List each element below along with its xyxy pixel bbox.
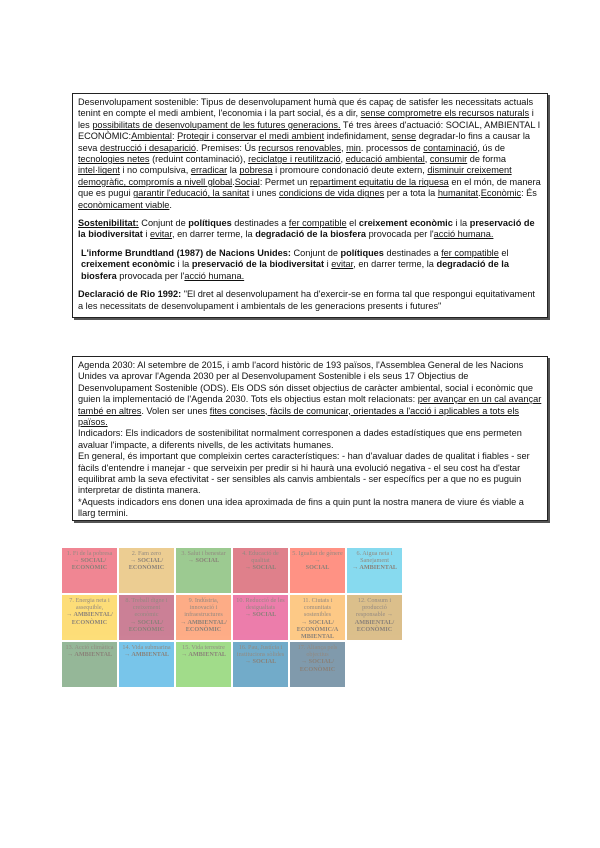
- text-run: reciclatge i reutilització: [248, 154, 341, 165]
- sdg-tile-5: [290, 548, 345, 593]
- text-run: i: [142, 229, 150, 240]
- sdg-tile-label: 15. Vida terrestre: [182, 644, 225, 651]
- sdg-tile-6: [347, 548, 402, 593]
- text-run: destrucció i desaparició: [99, 142, 196, 153]
- text-run: Desenvolupament sostenible: Tipus de desenvolupament humà que és capaç de satisfer les necessitats actuals tenint en compte el medi ambient, l'economia i la part social, és a dir,: [78, 97, 534, 119]
- agenda-2030-box: [72, 356, 548, 521]
- text-run: consumir: [429, 154, 468, 165]
- text-run: i la: [452, 218, 470, 229]
- text-run: provocada per l': [116, 270, 185, 281]
- text-run: acció humana.: [433, 229, 494, 240]
- sdg-tile-label: 4. Educació de qualitat: [242, 550, 279, 565]
- text-run: Declaració de Rio 1992:: [78, 289, 182, 300]
- text-run: i unes: [249, 188, 279, 199]
- text-run: sense comprometre els recursos naturals: [360, 108, 530, 119]
- sdg-tile-label: 14. Vida submarina: [122, 644, 171, 651]
- text-run: Conjunt de: [138, 218, 189, 229]
- sdg-tile-category: → AMBIENTAL: [123, 651, 170, 659]
- text-run: disminuir creixement demogràfic, compromís a nivell global: [78, 165, 512, 187]
- sdg-tile-13: [62, 642, 117, 687]
- text-run: sense: [391, 131, 417, 142]
- text-run: . Volen ser unes: [141, 405, 210, 416]
- agenda-2030-paragraph: [78, 360, 542, 428]
- text-run: evitar: [150, 229, 172, 240]
- sdg-tile-15: [176, 642, 231, 687]
- text-run: possibilitats de desenvolupament de les futures generacions.: [92, 119, 341, 130]
- text-run: recursos renovables: [258, 142, 341, 153]
- text-run: acció humana.: [184, 270, 245, 281]
- text-run: : Permet un: [259, 176, 310, 187]
- sdg-tile-category: → SOCIAL/ ECONÒMIC: [299, 658, 336, 673]
- text-run: creixement econòmic: [358, 218, 453, 229]
- text-run: condicions de vida dignes: [278, 188, 385, 199]
- text-run: repartiment equitatiu de la riquesa: [309, 176, 449, 187]
- text-run: Protegir i conservar el medi ambient: [177, 131, 325, 142]
- sdg-tile-category: → SOCIAL: [244, 658, 277, 666]
- sdg-tile-category: → SOCIAL/ ECONÒMIC: [128, 618, 165, 633]
- sdg-tile-label: 17. Aliança pels objectius: [297, 644, 338, 659]
- sdg-tile-category: → SOCIAL: [244, 564, 277, 572]
- text-run: per a tota la: [384, 188, 438, 199]
- text-run: destinades a: [231, 218, 289, 229]
- sdg-tile-category: → AMBIENTAL/ ECONÒMIC: [66, 611, 113, 626]
- sdg-tile-10: [233, 595, 288, 640]
- brundtland-paragraph: [78, 248, 542, 282]
- text-run: destinades a: [383, 247, 442, 258]
- text-run: garantir l'educació, la sanitat: [133, 188, 250, 199]
- rio-declaration-paragraph: [78, 289, 542, 312]
- sdg-tile-9: [176, 595, 231, 640]
- text-run: Agenda 2030: Al setembre de 2015, i amb l'acord històric de 193 països, l'Assemblea General de les Nacions Unides va aprovar l'Agenda 2030 per al Desenvolupament Sostenible i els seus 17 Objectius de Desenvolupament Sostenible (ODS). Els ODS són disset objectius de caràcter ambiental, social i econòmic que guien la implementació de l'Agenda 2030. Tots els objectius estan molt relacionats:: [78, 360, 534, 405]
- indicators-paragraph: [78, 428, 542, 451]
- text-run: la: [227, 165, 240, 176]
- sdg-tile-12: [347, 595, 402, 640]
- text-run: min: [346, 142, 361, 153]
- sdg-tile-3: [176, 548, 231, 593]
- text-run: : És: [521, 188, 537, 199]
- text-run: econòmicament viable: [78, 199, 170, 210]
- sdg-tile-label: 1. Fi de la pobresa: [66, 550, 113, 557]
- text-run: en el món, de manera que es pugui: [78, 176, 541, 199]
- sdg-tile-category: SOCIAL: [305, 564, 330, 572]
- text-run: preservació de la biodiversitat: [78, 218, 535, 240]
- sdg-tile-label: 12. Consum i producció responsable →: [356, 597, 393, 619]
- text-run: i les: [78, 108, 534, 130]
- text-run: degradar-lo fins a causar la seva: [78, 131, 530, 153]
- sdg-tile-2: [119, 548, 174, 593]
- text-run: *Aquests indicadors ens donen una idea aproximada de fins a quin punt la nostra manera de viure és viable a llarg termini.: [78, 496, 524, 519]
- text-run: fites concises, fàcils de comunicar, orientades a l'acció i aplicables a tots els països.: [78, 405, 519, 428]
- text-run: :: [171, 131, 178, 142]
- sdg-tile-label: 8. Treball digne i creixement econòmic: [125, 597, 168, 619]
- text-run: Social: [234, 176, 260, 187]
- text-run: fer compatible: [441, 247, 499, 258]
- sustainable-development-box: [72, 93, 548, 318]
- text-run: polítiques: [188, 218, 232, 229]
- text-run: el: [498, 247, 509, 258]
- text-run: Econòmic: [480, 188, 522, 199]
- text-run: fer compatible: [288, 218, 347, 229]
- sdg-tile-label: 5. Igualtat de gènere →: [292, 550, 343, 565]
- sdg-tile-label: 6. Aigua neta i Sanejament: [356, 550, 393, 565]
- text-run: tecnologies netes: [78, 154, 150, 165]
- sustainability-paragraph: [78, 218, 542, 241]
- text-run: i: [324, 259, 332, 270]
- text-run: ,: [340, 154, 346, 165]
- sdg-tile-4: [233, 548, 288, 593]
- text-run: el: [346, 218, 359, 229]
- sdg-tile-16: [233, 642, 288, 687]
- sdg-tile-label: 11. Ciutats i comunitats sostenibles: [302, 597, 333, 619]
- text-run: "El dret al desenvolupament ha d'exercir-se en forma tal que respongui equitativament a les necessitats de desenvolupament i ambientals de les generacions presents i futures": [78, 289, 535, 311]
- text-run: de forma: [467, 154, 506, 165]
- text-run: .: [478, 188, 481, 199]
- sdg-tile-8: [119, 595, 174, 640]
- sdg-tile-14: [119, 642, 174, 687]
- text-run: indefinidament,: [324, 131, 392, 142]
- text-run: i promoure condonació deute extern,: [272, 165, 428, 176]
- text-run: , en darrer terme, la: [171, 229, 256, 240]
- text-run: .: [232, 176, 235, 187]
- sdg-tile-category: → AMBIENTAL: [351, 564, 398, 572]
- text-run: pobresa: [239, 165, 273, 176]
- text-run: .: [169, 199, 172, 210]
- sdg-tile-category: → AMBIENTAL/ ECONÒMIC: [180, 618, 227, 633]
- sdg-tile-label: 2. Fam zero: [131, 550, 162, 557]
- text-run: erradicar: [190, 165, 228, 176]
- text-run: ,: [341, 142, 347, 153]
- sdg-tile-17: [290, 642, 345, 687]
- text-run: En general, és important que compleixin certes característiques: - han d'avaluar dades de qualitat i fiables - ser fàcils d'entendre i manejar - que serveixin per predir si hi haurà una evolució negativa - el seu cost ha d'estar equilibrat amb la seva efectivitat - ser sensibles als canvis ambientals - ser específics per a que no es puguin interpretar de distinta manera.: [78, 451, 530, 496]
- sdg-tile-category: → SOCIAL: [187, 557, 220, 565]
- sdg-tile-category: → SOCIAL/ ECONÒMIC: [128, 557, 165, 572]
- sdg-tiles-grid: [62, 548, 406, 687]
- text-run: evitar: [331, 259, 354, 270]
- sdg-tile-category: → SOCIAL/ ECONÒMIC: [71, 557, 108, 572]
- text-run: . Premises: Ús: [195, 142, 259, 153]
- text-run: ,: [424, 154, 430, 165]
- sdg-tile-label: 3. Salut i benestar: [181, 550, 226, 557]
- sdg-tile-category: → AMBIENTAL: [180, 651, 227, 659]
- text-run: humanitat: [437, 188, 479, 199]
- text-run: Té tres àrees d'actuació: SOCIAL, AMBIENTAL I ECONÒMIC:: [78, 119, 541, 142]
- sdg-tile-label: 16. Pau, Justícia i institucions sòlides: [236, 644, 285, 659]
- text-run: provocada per l': [366, 229, 434, 240]
- sdg-tile-1: [62, 548, 117, 593]
- sdg-tile-category: → SOCIAL: [244, 611, 277, 619]
- sdg-tile-7: [62, 595, 117, 640]
- sdg-tile-label: 9. Indústria, innovació i infraestructures: [184, 597, 223, 619]
- text-run: degradació de la biosfera: [255, 229, 367, 240]
- text-run: contaminació: [423, 142, 478, 153]
- definition-paragraph: [78, 97, 542, 211]
- text-run: preservació de la biodiversitat: [191, 259, 325, 270]
- sdg-tile-category: → SOCIAL/ ECONÒMIC/A MBIENTAL: [296, 618, 339, 641]
- text-run: i la: [174, 259, 192, 270]
- text-run: Conjunt de: [290, 247, 341, 258]
- text-run: , en darrer terme, la: [353, 259, 437, 270]
- text-run: L'informe Brundtland (1987) de Nacions Unides:: [81, 247, 291, 258]
- text-run: Sostenibilitat:: [78, 218, 139, 229]
- sdg-tile-category: AMBIENTAL/ ECONÒMIC: [354, 618, 395, 633]
- sdg-tile-label: 10. Reducció de les desigualtats: [236, 597, 285, 612]
- text-run: educació ambiental: [345, 154, 425, 165]
- sdg-tile-category: → AMBIENTAL: [66, 651, 113, 659]
- characteristics-paragraph: [78, 451, 542, 497]
- indicators-note-paragraph: [78, 497, 542, 520]
- text-run: creixement econòmic: [81, 259, 175, 270]
- text-run: Ambiental: [131, 131, 172, 142]
- text-run: (reduint contaminació),: [149, 154, 249, 165]
- text-run: , ús de: [477, 142, 505, 153]
- text-run: Indicadors: Els indicadors de sostenibilitat normalment corresponen a dades estadístiques que ens permeten avaluar l'impacte, a diferents nivells, de les activitats humanes.: [78, 428, 522, 450]
- text-run: intel·ligent: [78, 165, 120, 176]
- text-run: i no compulsiva,: [119, 165, 191, 176]
- text-run: . processos de: [360, 142, 424, 153]
- text-run: degradació de la biosfera: [81, 259, 509, 281]
- text-run: per avançar en un cal avançar també en altres: [78, 394, 542, 416]
- text-run: polítiques: [340, 247, 384, 258]
- sdg-tile-label: 7. Energia neta i assequible,: [69, 597, 110, 612]
- sdg-tile-label: 13. Acció climàtica: [65, 644, 114, 651]
- sdg-tile-11: [290, 595, 345, 640]
